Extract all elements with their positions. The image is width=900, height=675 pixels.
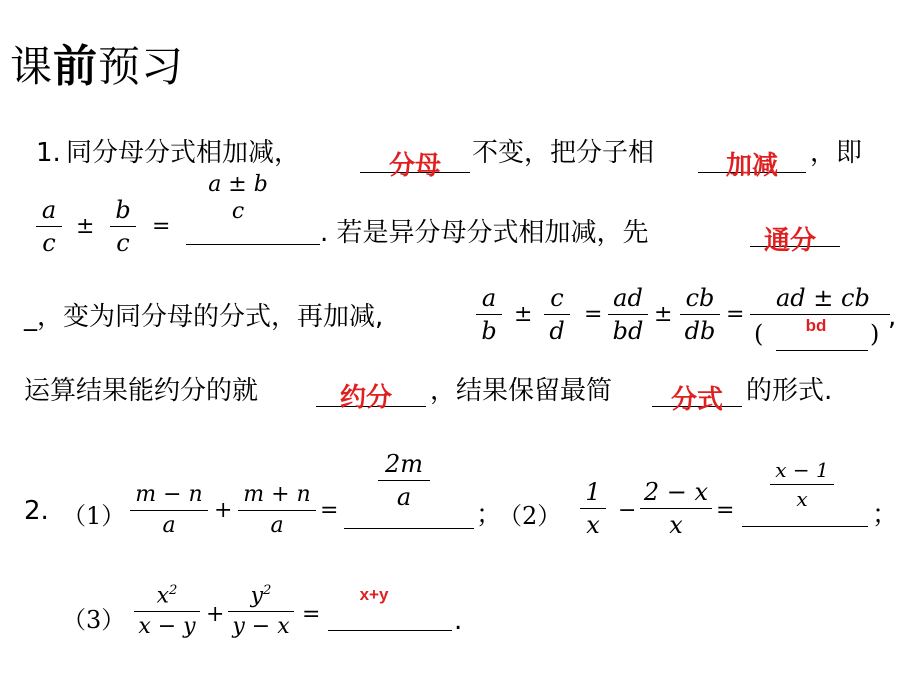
frac-a-over-c: a c bbox=[36, 198, 62, 255]
q1-line1-end: ，即 bbox=[810, 138, 863, 168]
frac-b-over-c: b c bbox=[110, 198, 136, 255]
q1-line1-text2: 不变，把分子相 bbox=[472, 138, 655, 168]
result-numerator: ad ± cb bbox=[776, 284, 870, 312]
page-title bbox=[10, 30, 184, 94]
eq-sign-4: = bbox=[320, 498, 339, 523]
eq-sign-5: = bbox=[716, 498, 735, 523]
q2-part3-label: （3） bbox=[62, 606, 126, 634]
eq-sign: = bbox=[152, 214, 171, 239]
q1-answer-denominator: 分母 bbox=[388, 151, 441, 181]
q2-blank1 bbox=[344, 528, 474, 529]
q2-blank3 bbox=[328, 630, 452, 631]
q2-part2-label: （2） bbox=[498, 502, 562, 530]
q1-line3-start: _，变为同分母的分式，再加减, bbox=[24, 302, 384, 332]
q1-answer-fraction-form: 分式 bbox=[670, 385, 723, 415]
q1-number: 1. bbox=[36, 138, 61, 168]
frac-2-minus-x-over-x: 2 − x x bbox=[640, 480, 712, 537]
answer-fraction-a-pm-b-over-c: a ± b c bbox=[208, 172, 268, 224]
q1-blank3 bbox=[186, 244, 320, 245]
title-part2: 前 bbox=[53, 41, 99, 92]
plus-sign: + bbox=[214, 498, 233, 523]
pm-sign-3: ± bbox=[654, 302, 673, 327]
q1-answer-reduce: 约分 bbox=[339, 383, 392, 413]
title-part3: 预习 bbox=[98, 42, 185, 91]
frac-a-over-b: a b bbox=[476, 286, 502, 343]
pm-sign-2: ± bbox=[514, 302, 533, 327]
q2-blank2 bbox=[742, 526, 868, 527]
pm-sign: ± bbox=[76, 214, 95, 239]
q2-part3-end: . bbox=[454, 606, 463, 636]
result-fraction-bar bbox=[750, 314, 890, 315]
q1-answer-add-subtract: 加减 bbox=[725, 151, 778, 181]
frac-c-over-d: c d bbox=[544, 286, 570, 343]
q1-line3-end: , bbox=[888, 302, 897, 332]
answer-x-minus-1-over-x: x − 1 x bbox=[770, 460, 834, 509]
frac-m-plus-n-over-a: m + n a bbox=[238, 484, 316, 537]
frac-m-minus-n-over-a: m − n a bbox=[130, 484, 208, 537]
title-part1: 课 bbox=[10, 42, 54, 91]
q1-answer-common-denominator: 通分 bbox=[763, 226, 816, 256]
minus-sign: − bbox=[618, 498, 637, 523]
frac-y2-over-y-minus-x: $y^2$ y − x bbox=[228, 584, 294, 638]
paren-open: ( bbox=[754, 320, 764, 348]
q1-line4-text3: 的形式. bbox=[746, 376, 833, 406]
frac-ad-over-bd: ad bd bbox=[608, 286, 648, 343]
q1-answer-bd: bd bbox=[805, 316, 827, 335]
q2-part1-end: ； bbox=[476, 500, 503, 530]
eq-sign-6: = bbox=[302, 602, 321, 627]
q1-line4-text2: ，结果保留最简 bbox=[430, 376, 613, 406]
q2-part2-end: ； bbox=[872, 500, 899, 530]
q2-number: 2. bbox=[24, 496, 49, 526]
frac-1-over-x: 1 x bbox=[580, 480, 606, 537]
eq-sign-2: = bbox=[584, 302, 603, 327]
q1-line2-text: . 若是异分母分式相加减，先 bbox=[320, 218, 649, 248]
frac-cb-over-db: cb db bbox=[680, 286, 720, 343]
answer-2m-over-a: 2m a bbox=[378, 452, 430, 509]
q1-line1-text: 同分母分式相加减， bbox=[66, 138, 301, 168]
q1-line4-text1: 运算结果能约分的就 bbox=[24, 376, 259, 406]
plus-sign-2: + bbox=[206, 602, 225, 627]
q2-answer-x-plus-y: x+y bbox=[359, 585, 389, 604]
paren-close: ) bbox=[870, 320, 880, 348]
q2-part1-label: （1） bbox=[62, 502, 126, 530]
eq-sign-3: = bbox=[726, 302, 745, 327]
frac-x2-over-x-minus-y: $x^2$ x − y bbox=[134, 584, 200, 638]
q1-blank5 bbox=[776, 350, 868, 351]
